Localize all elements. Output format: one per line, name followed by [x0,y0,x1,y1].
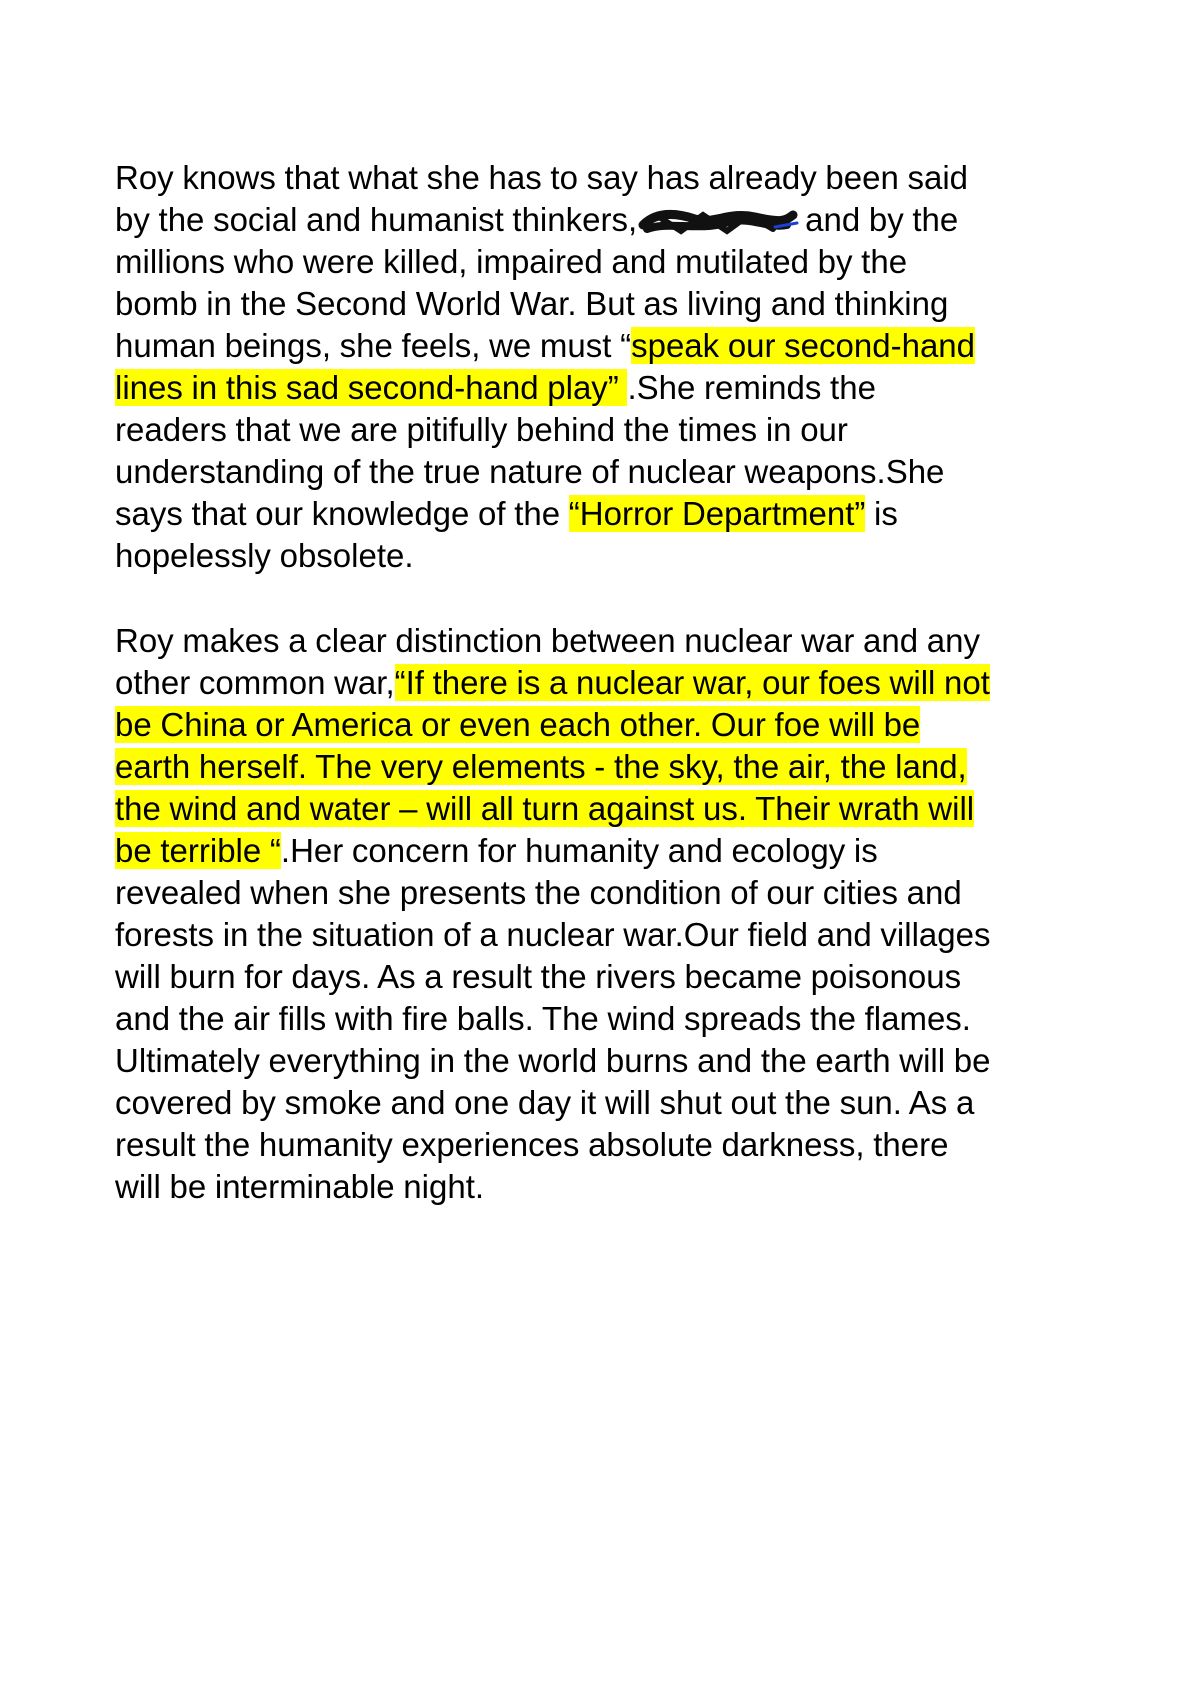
highlighted-quote: the wind and water – will all turn against us. Their wrath will [115,790,975,827]
text-line [115,241,1115,283]
line-text: says that our knowledge of the [115,495,569,532]
text-line [115,1124,1115,1166]
line-text: other common war, [115,664,395,701]
text-line [115,998,1115,1040]
text-line [115,535,1115,577]
line-text: Roy makes a clear distinction between nuclear war and any [115,622,980,659]
line-text: revealed when she presents the condition of our cities and [115,874,962,911]
text-line [115,746,1115,788]
text-line [115,157,1115,199]
text-line [115,367,1115,409]
line-text: hopelessly obsolete. [115,537,414,574]
line-text: forests in the situation of a nuclear war.Our field and villages [115,916,991,953]
paragraph-2 [115,620,1115,1208]
text-line [115,493,1115,535]
text-line [115,409,1115,451]
line-text: is [865,495,898,532]
line-text: human beings, she feels, we must “ [115,327,632,364]
line-text: will burn for days. As a result the rivers became poisonous [115,958,962,995]
highlighted-quote: be China or America or even each other. Our foe will be [115,706,921,743]
line-text: and the air fills with fire balls. The wind spreads the flames. [115,1000,971,1037]
text-line [115,620,1115,662]
text-line [115,662,1115,704]
line-text: Ultimately everything in the world burns and the earth will be [115,1042,991,1079]
text-line [115,1166,1115,1208]
text-line [115,788,1115,830]
highlighted-quote: lines in this sad second-hand play” [115,369,628,406]
text-line [115,283,1115,325]
line-text: .She reminds the [627,369,876,406]
line-text: will be interminable night. [115,1168,485,1205]
line-text: millions who were killed, impaired and mutilated by the [115,243,908,280]
highlighted-quote: earth herself. The very elements - the sky, the air, the land, [115,748,967,785]
text-line [115,1040,1115,1082]
line-text: result the humanity experiences absolute darkness, there [115,1126,949,1163]
highlighted-quote: speak our second-hand [631,327,975,364]
line-text: Roy knows that what she has to say has already been said [115,159,968,196]
text-line [115,830,1115,872]
ink-scribble-icon [637,207,799,237]
line-text: understanding of the true nature of nuclear weapons.She [115,453,945,490]
paragraph-1 [115,157,1115,577]
text-line [115,704,1115,746]
line-text: and by the [805,201,959,238]
highlighted-quote: “Horror Department” [568,495,866,532]
line-text: covered by smoke and one day it will shut out the sun. As a [115,1084,975,1121]
text-line [115,1082,1115,1124]
text-line [115,325,1115,367]
text-line [115,872,1115,914]
line-text: bomb in the Second World War. But as living and thinking [115,285,949,322]
highlighted-quote: “If there is a nuclear war, our foes will not [394,664,990,701]
text-line [115,451,1115,493]
text-line [115,956,1115,998]
line-text: readers that we are pitifully behind the times in our [115,411,848,448]
line-text: by the social and humanist thinkers, [115,201,638,238]
highlighted-quote: be terrible “ [115,832,281,869]
text-line [115,199,1115,241]
line-text: .Her concern for humanity and ecology is [280,832,878,869]
text-line [115,914,1115,956]
